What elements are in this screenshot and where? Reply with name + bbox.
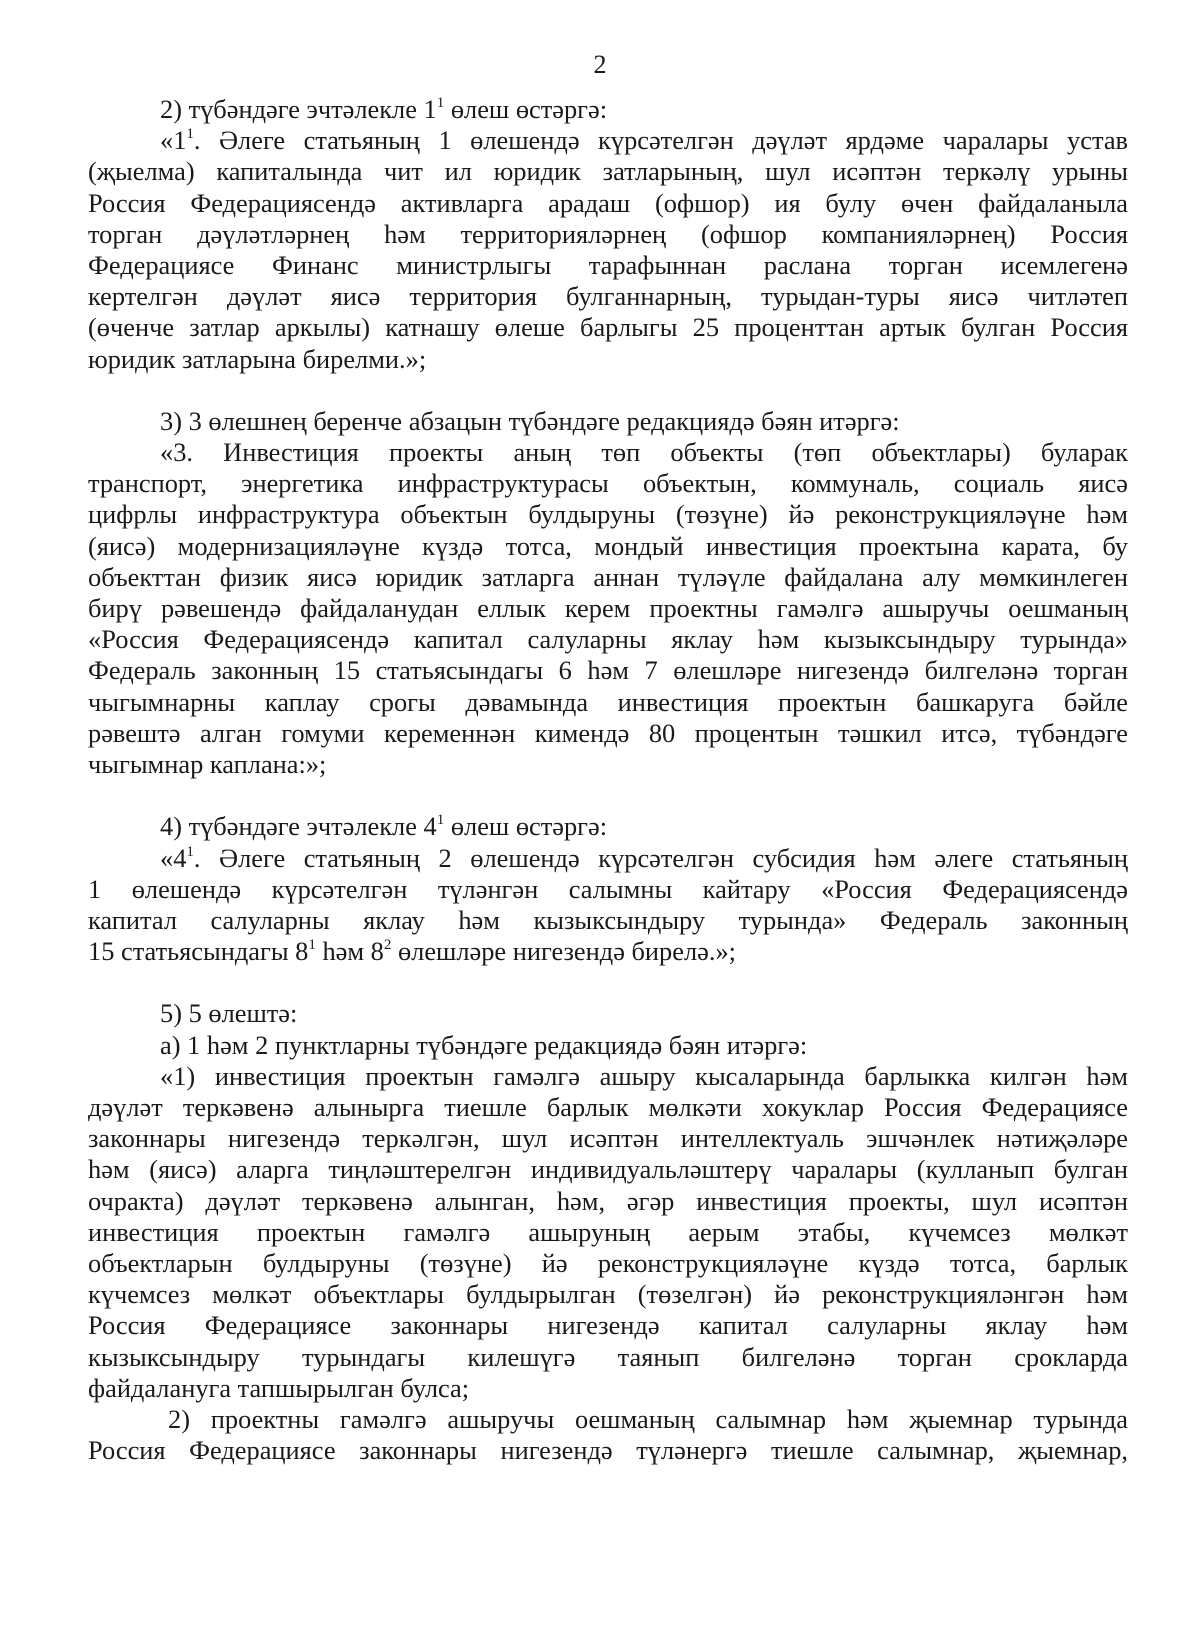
paragraph-item-5 <box>88 998 1128 1029</box>
text-line <box>88 843 1128 874</box>
superscript: 1 <box>436 95 445 111</box>
text-line: күчемсез мөлкәт объектлары булдырылган (төзелгән) йә реконструкцияләнгән һәм <box>88 1279 1128 1310</box>
superscript: 1 <box>186 843 194 860</box>
text-line: объектларын булдыруны (төзүне) йә реконструкцияләүне күздә тотса, барлык <box>88 1247 1128 1278</box>
text-line: юридик затларына бирелми.»; <box>88 343 427 374</box>
text-line: рәвештә алган гомуми кеременнән кимендә 80 процентын тәшкил итсә, түбәндәге <box>88 717 1128 748</box>
text-line: капитал салуларны яклау һәм кызыксындыру турында» Федераль законның <box>88 904 1128 935</box>
text-line <box>88 94 1128 125</box>
text-line: 3) 3 өлешнең беренче абзацын түбәндәге редакциядә бәян итәргә: <box>160 405 900 436</box>
text-line: торган дәүләтләрнең һәм территорияләрнең (офшор компанияләрнең) Россия <box>88 218 1128 249</box>
paragraph-quote-4-1 <box>88 843 1128 968</box>
text-line: дәүләт теркәвенә алынырга тиешле барлык мөлкәти хокуклар Россия Федерациясе <box>88 1092 1128 1122</box>
text-line: чыгымнар каплана:»; <box>88 748 327 779</box>
text-line: 1 өлешендә күрсәтелгән түләнгән салымны кайтару «Россия Федерациясендә <box>88 873 1128 904</box>
text-line: «Россия Федерациясендә капитал салуларны яклау һәм кызыксындыру турында» <box>88 624 1128 655</box>
text-line: Россия Федерациясендә активларга арадаш (офшор) ия булу өчен файдаланыла <box>88 187 1128 218</box>
text-line: 2) проектны гамәлгә ашыручы оешманың салымнар һәм җыемнар турында <box>168 1403 1128 1434</box>
superscript: 1 <box>308 937 316 954</box>
text-line: 5) 5 өлештә: <box>160 998 298 1029</box>
text-line: транспорт, энергетика инфраструктурасы объектын, коммуналь, социаль яисә <box>88 468 1128 499</box>
text-span: 2) түбәндәге эчтәлекле 1 <box>160 94 437 124</box>
text-span: . Әлеге статьяның 1 өлешендә күрсәтелгән дәүләт ярдәме чаралары устав <box>193 125 1128 156</box>
text-line: кертелгән дәүләт яисә территория булганнарның, турыдан-туры яисә читләтеп <box>88 281 1128 312</box>
text-span: өлешләре нигезендә бирелә.»; <box>391 936 736 967</box>
text-line: (җыелма) капиталында чит ил юридик затларының, шул исәптән теркәлү урыны <box>88 156 1128 187</box>
paragraph-item-4 <box>88 811 1128 842</box>
document-body <box>88 94 1128 1466</box>
text-line: (өченче затлар аркылы) катнашу өлеше барлыгы 25 проценттан артык булган Россия <box>88 312 1128 343</box>
text-span: өлеш өстәргә: <box>444 94 608 124</box>
text-span: өлеш өстәргә: <box>444 811 608 842</box>
text-span: 15 статьясындагы 8 <box>88 936 309 967</box>
text-span: . Әлеге статьяның 2 өлешендә күрсәтелгән субсидия һәм әлеге статьяның <box>193 842 1128 873</box>
text-line: (яисә) модернизацияләүне күздә тотса, мондый инвестиция проектына карата, бу <box>88 530 1128 561</box>
page-number: 2 <box>593 50 607 79</box>
paragraph-sub-2 <box>88 1404 1128 1466</box>
text-line: бирү рәвешендә файдаланудан еллык керем проектны гамәлгә ашыручы оешманың <box>88 593 1128 623</box>
text-line <box>88 811 1128 842</box>
text-line: һәм (яисә) аларга тиңләштерелгән индивидуальләштерү чаралары (кулланып булган <box>88 1154 1128 1185</box>
paragraph-quote-sub-1 <box>88 1061 1128 1404</box>
paragraph-item-3 <box>88 406 1128 437</box>
text-line: «1) инвестиция проектын гамәлгә ашыру кысаларында барлыкка килгән һәм <box>160 1060 1128 1091</box>
superscript: 1 <box>186 126 194 143</box>
superscript: 1 <box>436 812 445 829</box>
text-line: очракта) дәүләт теркәвенә алынган, һәм, әгәр инвестиция проекты, шул исәптән <box>88 1185 1128 1216</box>
text-line: Федерациясе Финанс министрлыгы тарафыннан раслана торган исемлегенә <box>88 249 1128 280</box>
paragraph-quote-3 <box>88 437 1128 780</box>
paragraph-gap <box>88 780 1128 811</box>
text-line: «3. Инвестиция проекты аның төп объекты (төп объектлары) буларак <box>160 437 1128 468</box>
paragraph-subitem-a <box>88 1030 1128 1061</box>
text-line: законнары нигезендә теркәлгән, шул исәптән интеллектуаль эшчәнлек нәтиҗәләре <box>88 1123 1128 1154</box>
superscript: 2 <box>383 937 392 954</box>
text-line <box>88 936 1128 967</box>
paragraph-quote-1-1 <box>88 125 1128 375</box>
text-span: «4 <box>160 842 187 873</box>
text-line: чыгымнарны каплау срогы дәвамында инвестиция проектын башкаруга бәйле <box>88 686 1128 717</box>
text-line: файдалануга тапшырылган булса; <box>88 1372 470 1403</box>
text-span: «1 <box>160 125 187 156</box>
text-span: һәм 8 <box>315 936 384 967</box>
text-line: кызыксындыру турындагы килешүгә таянып билгеләнә торган срокларда <box>88 1341 1128 1372</box>
text-line: Россия Федерациясе законнары нигезендә түләнергә тиешле салымнар, җыемнар, <box>88 1435 1128 1466</box>
text-line: цифрлы инфраструктура объектын булдыруны (төзүне) йә реконструкцияләүне һәм <box>88 499 1128 530</box>
text-line <box>88 125 1128 156</box>
text-line: объекттан физик яисә юридик затларга аннан түләүле файдалана алу мөмкинлеген <box>88 561 1128 592</box>
paragraph-gap <box>88 375 1128 406</box>
text-line: инвестиция проектын гамәлгә ашыруның аерым этабы, күчемсез мөлкәт <box>88 1216 1128 1247</box>
text-line: а) 1 һәм 2 пунктларны түбәндәге редакциядә бәян итәргә: <box>160 1029 808 1060</box>
text-line: Федераль законның 15 статьясындагы 6 һәм 7 өлешләре нигезендә билгеләнә торган <box>88 655 1128 686</box>
text-line: Россия Федерациясе законнары нигезендә капитал салуларны яклау һәм <box>88 1310 1128 1341</box>
paragraph-gap <box>88 967 1128 998</box>
paragraph-item-2 <box>88 94 1128 125</box>
text-span: 4) түбәндәге эчтәлекле 4 <box>160 811 437 842</box>
